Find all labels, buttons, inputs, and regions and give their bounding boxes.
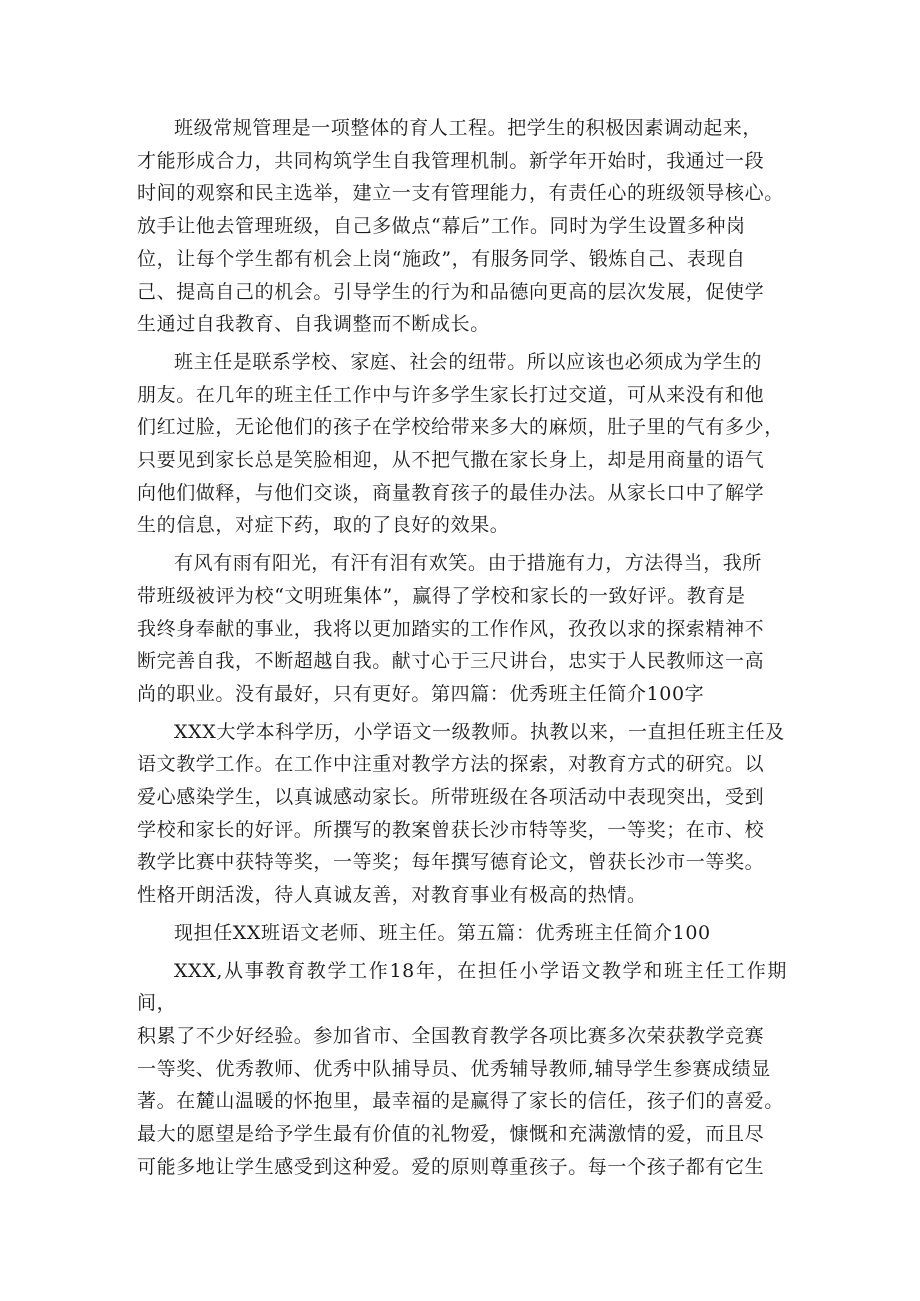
paragraph-teacher-profile-four: XXX大学本科学历，小学语文一级教师。执教以来，一直担任班主任及 语文教学工作。在工作中注重对教学方法的探索，对教育方式的研究。以 爱心感染学生，以真诚感动家长。所带班级在各项活动中表现突出，受到 学校和家长的好评。所撰写的教案曾获长沙市特等奖，一等奖；在市、校 教学比赛中获特等奖，一等奖；每年撰写德育论文，曾获长沙市一等奖。 性格开朗活泼，待人真诚友善，对教育事业有极高的热情。 (137, 720, 785, 907)
paragraph-current-role: 现担任XX班语文老师、班主任。第五篇：优秀班主任简介100 (174, 921, 711, 944)
paragraph-class-management: 班级常规管理是一项整体的育人工程。把学生的积极因素调动起来， 才能形成合力，共同构筑学生自我管理机制。新学年开始时，我通过一段 时间的观察和民主选举，建立一支有管理能力，有责任心的班级领导核心。 放手让他去管理班级，自己多做点“幕后”工作。同时为学生设置多种岗 位，让每个学生都有机会上岗“施政”，有服务同学、锻炼自己、表现自 己、提高自己的机会。引导学生的行为和品德向更高的层次发展，促使学 生通过自我教育、自我调整而不断成长。 (137, 117, 784, 336)
paragraph-parent-communication: 班主任是联系学校、家庭、社会的纽带。所以应该也必须成为学生的 朋友。在几年的班主任工作中与许多学生家长打过交道，可从来没有和他 们红过脸，无论他们的孩子在学校给带来多大的麻烦，肚子里的气有多少， 只要见到家长总是笑脸相迎，从不把气撒在家长身上，却是用商量的语气 向他们做释，与他们交谈，商量教育孩子的最佳办法。从家长口中了解学 生的信息，对症下药，取的了良好的效果。 (137, 350, 784, 537)
document-body (137, 112, 787, 1189)
paragraph-teacher-profile-five: XXX,从事教育教学工作18年，在担任小学语文教学和班主任工作期间， 积累了不少好经验。参加省市、全国教育教学各项比赛多次荣获教学竞赛 一等奖、优秀教师、优秀中队捕导员、优秀辅导教师,辅导学生参赛成绩显 著。在麓山温暖的怀抱里，最幸福的是赢得了家长的信任，孩子们的喜爱。 最大的愿望是给予学生最有价值的礼物爱，慷慨和充满激情的爱，而且尽 可能多地让学生感受到这种爱。爱的原则尊重孩子。每一个孩子都有它生 (137, 959, 787, 1178)
paragraph-summary: 有风有雨有阳光，有汗有泪有欢笑。由于措施有力，方法得当，我所 带班级被评为校“文明班集体”，赢得了学校和家长的一致好评。教育是 我终身奉献的事业，我将以更加踏实的工作作风，孜孜以求的探索精神不 断完善自我，不断超越自我。献寸心于三尺讲台，忠实于人民教师这一高 尚的职业。没有最好，只有更好。第四篇：优秀班主任简介100字 (137, 552, 765, 705)
